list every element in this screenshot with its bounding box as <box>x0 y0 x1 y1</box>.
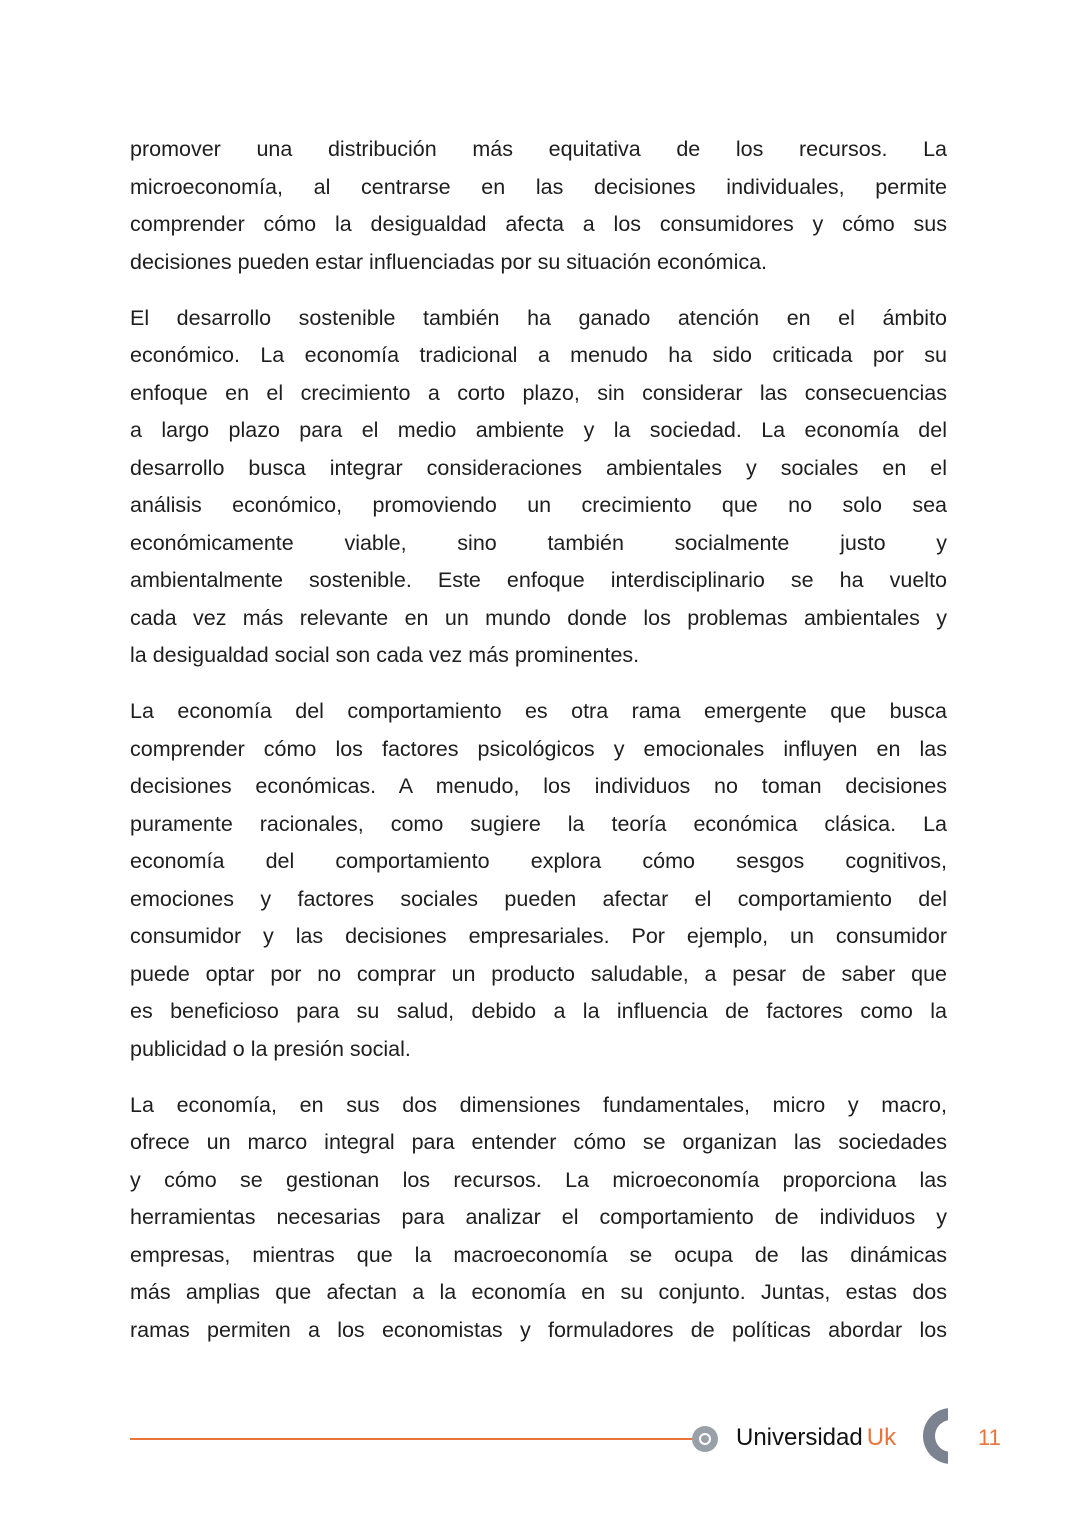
paragraph <box>130 1087 947 1350</box>
text-line: a largo plazo para el medio ambiente y la sociedad. La economía del <box>130 418 947 442</box>
text-line: ambientalmente sostenible. Este enfoque interdisciplinario se ha vuelto <box>130 568 947 592</box>
text-line: publicidad o la presión social. <box>130 1036 411 1061</box>
text-line: cada vez más relevante en un mundo donde los problemas ambientales y <box>130 605 947 630</box>
text-line: económicamente viable, sino también socialmente justo y <box>130 530 947 555</box>
text-line: enfoque en el crecimiento a corto plazo, sin considerar las consecuencias <box>130 380 947 405</box>
text-line: herramientas necesarias para analizar el comportamiento de individuos y <box>130 1205 947 1229</box>
text-line: empresas, mientras que la macroeconomía se ocupa de las dinámicas <box>130 1242 947 1267</box>
text-line: La economía del comportamiento es otra rama emergente que busca <box>130 699 947 723</box>
text-line: consumidor y las decisiones empresariales. Por ejemplo, un consumidor <box>130 924 947 948</box>
page-number: 11 <box>978 1425 1001 1450</box>
text-line: comprender cómo la desigualdad afecta a los consumidores y cómo sus <box>130 212 947 236</box>
text-line: decisiones económicas. A menudo, los individuos no toman decisiones <box>130 774 947 798</box>
text-line: decisiones pueden estar influenciadas por su situación económica. <box>130 249 768 274</box>
paragraph <box>130 693 947 1068</box>
text-line: económico. La economía tradicional a menudo ha sido criticada por su <box>130 343 947 367</box>
text-line: promover una distribución más equitativa de los recursos. La <box>130 137 947 161</box>
brand-name: Universidad <box>736 1424 863 1451</box>
text-line: análisis económico, promoviendo un crecimiento que no solo sea <box>130 493 947 517</box>
text-line: y cómo se gestionan los recursos. La microeconomía proporciona las <box>130 1167 947 1192</box>
text-line: comprender cómo los factores psicológicos y emocionales influyen en las <box>130 736 947 761</box>
target-icon <box>692 1426 718 1452</box>
brand-suffix: Uk <box>866 1424 897 1451</box>
text-line: puramente racionales, como sugiere la teoría económica clásica. La <box>130 811 947 836</box>
footer-divider <box>130 1438 695 1440</box>
text-line: economía del comportamiento explora cómo sesgos cognitivos, <box>130 849 947 873</box>
text-line: La economía, en sus dos dimensiones fundamentales, micro y macro, <box>130 1092 947 1117</box>
text-line: desarrollo busca integrar consideraciones ambientales y sociales en el <box>130 455 947 480</box>
text-line: es beneficioso para su salud, debido a la influencia de factores como la <box>130 999 947 1023</box>
text-line: puede optar por no comprar un producto saludable, a pesar de saber que <box>130 961 947 986</box>
text-line: ramas permiten a los economistas y formuladores de políticas abordar los <box>130 1317 947 1342</box>
paragraph <box>130 131 947 281</box>
text-line: emociones y factores sociales pueden afectar el comportamiento del <box>130 886 947 911</box>
text-line: El desarrollo sostenible también ha ganado atención en el ámbito <box>130 305 947 330</box>
brand-logo <box>736 1422 896 1454</box>
text-line: ofrece un marco integral para entender cómo se organizan las sociedades <box>130 1130 947 1154</box>
text-line: más amplias que afectan a la economía en su conjunto. Juntas, estas dos <box>130 1280 947 1304</box>
text-line: la desigualdad social son cada vez más prominentes. <box>130 643 640 667</box>
paragraph <box>130 300 947 675</box>
text-line: microeconomía, al centrarse en las decisiones individuales, permite <box>130 174 947 199</box>
body-text <box>130 131 947 1368</box>
